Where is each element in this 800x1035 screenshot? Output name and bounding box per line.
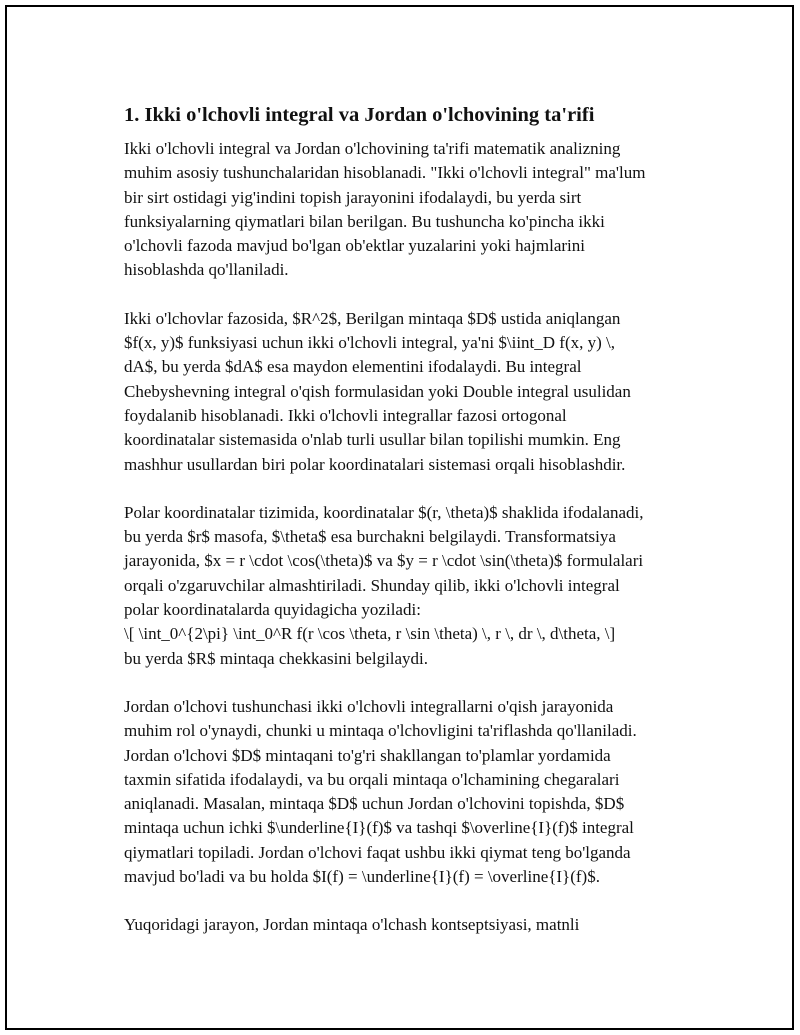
text-line: mashhur usullardan biri polar koordinatalari sistemasi orqali hisoblashdir. [124,454,626,474]
formula-line: \[ \int_0^{2\pi} \int_0^R f(r \cos \theta, r \sin \theta) \, r \, dr \, d\theta, \] [124,624,616,644]
paragraph-4 [124,695,704,889]
text-line: Yuqoridagi jarayon, Jordan mintaqa o'lchash kontseptsiyasi, matnli [124,915,580,935]
text-line: aniqlanadi. Masalan, mintaqa $D$ uchun Jordan o'lchovini topishda, $D$ [124,794,625,814]
text-line: bir sirt ostidagi yig'indini topish jarayonini ifodalaydi, bu yerda sirt [124,187,582,207]
text-line: muhim asosiy tushunchalaridan hisoblanadi. "Ikki o'lchovli integral" ma'lum [124,163,646,183]
document-body [124,102,704,962]
page-frame [5,5,794,1030]
text-line: Ikki o'lchovli integral va Jordan o'lchovining ta'rifi matematik analizning [124,139,621,158]
text-line: jarayonida, $x = r \cdot \cos(\theta)$ va $y = r \cdot \sin(\theta)$ formulalari [124,551,644,571]
section-heading: 1. Ikki o'lchovli integral va Jordan o'lchovining ta'rifi [124,104,595,126]
text-line: mavjud bo'ladi va bu holda $I(f) = \underline{I}(f) = \overline{I}(f)$. [124,867,600,887]
text-line: mintaqa uchun ichki $\underline{I}(f)$ va tashqi $\overline{I}(f)$ integral [124,818,634,838]
text-line: Jordan o'lchovi $D$ mintaqani to'g'ri shakllangan to'plamlar yordamida [124,745,611,765]
text-line: Polar koordinatalar tizimida, koordinatalar $(r, \theta)$ shaklida ifodalanadi, [124,502,644,522]
text-line: $f(x, y)$ funksiyasi uchun ikki o'lchovli integral, ya'ni $\iint_D f(x, y) \, [124,333,616,353]
text-line: orqali o'zgaruvchilar almashtiriladi. Shunday qilib, ikki o'lchovli integral [124,575,620,595]
paragraph-2 [124,307,704,477]
text-line: taxmin sifatida ifodalaydi, va bu orqali mintaqa o'lchamining chegaralari [124,769,620,789]
text-line: bu yerda $r$ masofa, $\theta$ esa burchakni belgilaydi. Transformatsiya [124,527,616,547]
paragraph-1 [124,137,704,283]
text-line: Ikki o'lchovlar fazosida, $R^2$, Berilgan mintaqa $D$ ustida aniqlangan [124,308,621,328]
text-line: Jordan o'lchovi tushunchasi ikki o'lchovli integrallarni o'qish jarayonida [124,696,614,716]
text-line: qiymatlari topiladi. Jordan o'lchovi faqat ushbu ikki qiymat teng bo'lganda [124,842,631,862]
text-line: dA$, bu yerda $dA$ esa maydon elementini ifodalaydi. Bu integral [124,357,582,377]
text-line: funksiyalarning qiymatlari bilan berilgan. Bu tushuncha ko'pincha ikki [124,211,605,231]
text-line: koordinatalar sistemasida o'nlab turli usullar bilan topilishi mumkin. Eng [124,430,621,450]
text-line: bu yerda $R$ mintaqa chekkasini belgilaydi. [124,648,429,668]
text-line: o'lchovli fazoda mavjud bo'lgan ob'ektlar yuzalarini yoki hajmlarini [124,236,585,256]
text-line: hisoblashda qo'llaniladi. [124,260,289,280]
paragraph-5 [124,913,704,937]
text-line: foydalanib hisoblanadi. Ikki o'lchovli integrallar fazosi ortogonal [124,405,567,425]
paragraph-3 [124,501,704,671]
text-line: Chebyshevning integral o'qish formulasidan yoki Double integral usulidan [124,381,631,401]
text-line: polar koordinatalarda quyidagicha yoziladi: [124,600,421,620]
text-line: muhim rol o'ynaydi, chunki u mintaqa o'lchovligini ta'riflashda qo'llaniladi. [124,721,637,741]
